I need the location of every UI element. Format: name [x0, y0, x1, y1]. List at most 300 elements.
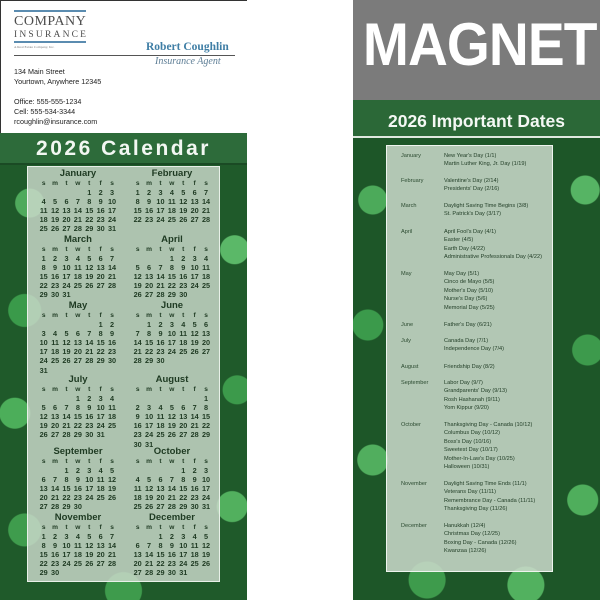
day-cell: 21	[107, 550, 117, 560]
day-cell: 29	[62, 502, 71, 512]
day-cell: 27	[51, 430, 60, 440]
weekday-label: s	[110, 524, 114, 531]
weekday-label: f	[99, 180, 102, 187]
day-cell: 23	[190, 493, 199, 503]
day-cell: 26	[51, 224, 60, 234]
day-cell: 9	[147, 197, 152, 207]
weekday-label: s	[204, 458, 208, 465]
day-cell: 16	[190, 484, 199, 494]
day-cell: 16	[51, 550, 60, 560]
dates-event: Yom Kippur (9/20)	[444, 405, 489, 412]
day-cell: 29	[39, 568, 48, 578]
day-cell: 19	[179, 206, 188, 216]
weekday-label: t	[159, 524, 162, 531]
weekday-label: w	[169, 458, 175, 465]
calendar-panel	[27, 166, 220, 582]
day-cell: 5	[53, 197, 58, 207]
day-cell: 17	[145, 421, 154, 431]
day-cell: 8	[64, 475, 69, 485]
day-cell: 12	[62, 338, 71, 348]
day-cell: 17	[201, 484, 211, 494]
dates-event: Rosh Hashanah (9/11)	[444, 396, 500, 403]
empty-cell	[155, 466, 166, 475]
weekday-label: f	[193, 524, 196, 531]
day-cell: 23	[167, 559, 176, 569]
weekday-label: t	[182, 246, 185, 253]
dates-event: Valentine's Day (2/14)	[444, 178, 499, 184]
weekday-label: s	[135, 386, 140, 393]
day-cell: 16	[85, 412, 94, 422]
empty-cell	[132, 394, 143, 403]
day-cell: 26	[85, 281, 94, 291]
day-cell: 12	[107, 475, 117, 485]
weekday-label: f	[99, 386, 102, 393]
day-cell: 20	[133, 559, 142, 569]
day-cell: 29	[85, 224, 94, 234]
day-cell: 8	[75, 403, 80, 413]
weekday-label: t	[65, 180, 68, 187]
day-cell: 10	[145, 412, 154, 422]
day-cell: 8	[135, 197, 140, 207]
day-cell: 10	[201, 475, 211, 485]
day-cell: 28	[51, 502, 60, 512]
day-cell: 27	[39, 502, 48, 512]
day-cell: 8	[204, 403, 209, 413]
day-cell: 3	[169, 320, 174, 330]
day-cell: 6	[98, 254, 103, 264]
dates-event: Martin Luther King, Jr. Day (1/19)	[444, 161, 527, 168]
day-cell: 13	[179, 412, 188, 422]
day-cell: 17	[39, 347, 48, 357]
day-cell: 20	[96, 272, 105, 282]
address-block	[14, 67, 101, 87]
day-cell: 24	[145, 430, 154, 440]
company-logo	[14, 10, 89, 50]
day-cell: 13	[156, 484, 165, 494]
day-cell: 20	[201, 338, 211, 348]
weekday-label: w	[75, 386, 81, 393]
weekday-label: s	[110, 386, 114, 393]
day-cell: 18	[96, 484, 105, 494]
month-name: September	[53, 446, 103, 457]
day-cell: 14	[73, 206, 82, 216]
weekday-label: t	[88, 524, 91, 531]
day-cell: 28	[201, 215, 211, 225]
day-cell: 20	[39, 493, 48, 503]
day-cell: 5	[204, 532, 209, 542]
day-cell: 15	[156, 550, 165, 560]
weekday-label: m	[52, 180, 59, 187]
day-cell: 20	[156, 493, 165, 503]
month-march	[38, 235, 118, 300]
month-name: August	[155, 374, 189, 385]
dates-event: Kwanzaa (12/26)	[444, 548, 487, 555]
logo-company: COMPANY	[14, 14, 87, 29]
day-cell: 23	[51, 281, 60, 291]
empty-cell	[49, 188, 60, 197]
day-cell: 30	[85, 430, 94, 440]
weekday-label: f	[99, 524, 102, 531]
day-cell: 27	[62, 224, 71, 234]
day-cell: 1	[87, 188, 92, 198]
empty-cell	[178, 394, 189, 403]
day-cell: 15	[133, 206, 142, 216]
day-cell: 12	[39, 412, 48, 422]
dates-month-label: June	[401, 322, 414, 328]
weekday-label: t	[65, 312, 68, 319]
weekday-label: t	[182, 180, 185, 187]
weekday-label: w	[169, 312, 175, 319]
dates-event: Thanksgiving Day - Canada (10/12)	[444, 422, 533, 428]
day-cell: 5	[147, 475, 152, 485]
dates-event: Administrative Professionals Day (4/22)	[444, 254, 542, 261]
day-cell: 5	[135, 263, 140, 273]
day-cell: 11	[168, 197, 176, 207]
day-cell: 10	[62, 263, 71, 273]
day-cell: 8	[147, 329, 152, 339]
day-cell: 8	[41, 541, 46, 551]
day-cell: 9	[169, 541, 174, 551]
day-cell: 27	[133, 568, 142, 578]
day-cell: 30	[156, 356, 165, 366]
day-cell: 28	[133, 356, 142, 366]
day-cell: 19	[201, 550, 211, 560]
weekday-label: w	[169, 180, 175, 187]
weekday-label: t	[182, 524, 185, 531]
day-cell: 12	[167, 412, 176, 422]
day-cell: 29	[73, 430, 82, 440]
agent-title: Insurance Agent	[155, 56, 221, 67]
day-cell: 27	[179, 430, 188, 440]
day-cell: 23	[107, 347, 117, 357]
day-cell: 24	[179, 559, 188, 569]
day-cell: 14	[62, 412, 71, 422]
dates-event: Halloween (10/31)	[444, 464, 490, 471]
weekday-label: s	[41, 524, 46, 531]
month-name: June	[160, 300, 184, 311]
weekday-label: s	[135, 524, 140, 531]
weekday-label: w	[75, 312, 81, 319]
day-cell: 13	[145, 272, 154, 282]
weekday-label: t	[65, 246, 68, 253]
day-cell: 17	[85, 484, 94, 494]
day-cell: 1	[98, 320, 103, 330]
calendar-card	[0, 0, 247, 600]
day-cell: 5	[192, 320, 197, 330]
day-cell: 22	[133, 215, 142, 225]
calendar-title: 2026 Calendar	[0, 133, 247, 165]
dates-event: Columbus Day (10/12)	[444, 430, 500, 437]
weekday-label: f	[193, 458, 196, 465]
day-cell: 7	[192, 403, 197, 413]
weekday-label: t	[88, 180, 91, 187]
day-cell: 25	[96, 493, 105, 503]
day-cell: 11	[108, 403, 116, 413]
day-cell: 21	[73, 215, 82, 225]
day-cell: 13	[62, 206, 71, 216]
day-cell: 5	[87, 532, 92, 542]
empty-cell	[38, 188, 49, 197]
empty-cell	[38, 466, 49, 475]
weekday-label: s	[41, 458, 46, 465]
day-cell: 31	[179, 568, 188, 578]
day-cell: 6	[204, 320, 209, 330]
day-grid	[132, 457, 212, 512]
day-cell: 14	[190, 412, 199, 422]
day-cell: 23	[85, 421, 94, 431]
weekday-label: s	[135, 180, 140, 187]
day-cell: 14	[51, 484, 60, 494]
day-cell: 31	[201, 502, 211, 512]
magnet-label: MAGNET	[362, 11, 597, 78]
month-june	[132, 301, 212, 366]
day-cell: 4	[110, 394, 115, 404]
day-cell: 22	[39, 559, 48, 569]
day-cell: 1	[135, 188, 140, 198]
empty-cell	[49, 394, 60, 403]
day-cell: 19	[190, 338, 199, 348]
day-cell: 28	[73, 224, 82, 234]
day-cell: 21	[167, 493, 176, 503]
logo-insurance: INSURANCE	[14, 30, 89, 40]
day-cell: 22	[179, 493, 188, 503]
day-cell: 17	[167, 338, 176, 348]
day-cell: 11	[74, 541, 82, 551]
day-cell: 18	[73, 272, 82, 282]
weekday-label: s	[204, 386, 208, 393]
weekday-label: m	[146, 386, 153, 393]
day-cell: 29	[145, 356, 154, 366]
month-august	[132, 375, 212, 449]
day-cell: 18	[73, 550, 82, 560]
day-cell: 15	[39, 550, 48, 560]
day-cell: 2	[135, 403, 140, 413]
dates-month-label: November	[401, 481, 427, 487]
dates-event: Father's Day (6/21)	[444, 322, 492, 328]
day-cell: 5	[64, 329, 69, 339]
weekday-label: m	[52, 246, 59, 253]
day-cell: 7	[169, 475, 174, 485]
month-december	[132, 513, 212, 578]
day-cell: 25	[39, 224, 48, 234]
weekday-label: s	[204, 524, 208, 531]
day-grid	[38, 245, 118, 300]
day-cell: 14	[133, 338, 142, 348]
day-cell: 18	[201, 272, 211, 282]
month-january	[38, 169, 118, 234]
empty-cell	[155, 394, 166, 403]
empty-cell	[61, 188, 72, 197]
day-cell: 12	[85, 263, 94, 273]
day-cell: 3	[204, 466, 209, 476]
weekday-label: s	[110, 246, 114, 253]
weekday-label: m	[146, 458, 153, 465]
day-cell: 30	[179, 290, 188, 300]
empty-cell	[132, 254, 143, 263]
day-grid	[38, 311, 118, 375]
day-cell: 19	[51, 215, 60, 225]
month-name: November	[54, 512, 102, 523]
dates-month-label: January	[401, 153, 421, 159]
day-cell: 20	[73, 347, 82, 357]
day-cell: 9	[53, 263, 58, 273]
dates-event: Boss's Day (10/16)	[444, 438, 492, 445]
day-cell: 6	[147, 263, 152, 273]
day-cell: 31	[39, 365, 48, 375]
day-cell: 22	[39, 281, 48, 291]
day-cell: 6	[192, 188, 197, 198]
weekday-label: s	[135, 246, 140, 253]
day-cell: 31	[62, 290, 71, 300]
month-october	[132, 447, 212, 512]
dates-event-list	[444, 321, 492, 329]
weekday-label: w	[75, 458, 81, 465]
dates-event-list	[444, 228, 542, 262]
day-cell: 24	[85, 493, 94, 503]
day-cell: 21	[85, 347, 94, 357]
day-cell: 7	[158, 263, 163, 273]
weekday-label: t	[159, 180, 162, 187]
day-cell: 22	[96, 347, 105, 357]
month-name: December	[149, 512, 195, 523]
day-cell: 10	[179, 541, 188, 551]
empty-cell	[189, 394, 200, 403]
dates-event: Mother-In-Law's Day (10/25)	[444, 455, 515, 462]
weekday-label: f	[193, 246, 196, 253]
day-cell: 24	[39, 356, 48, 366]
day-cell: 15	[167, 272, 176, 282]
weekday-label: f	[193, 312, 196, 319]
day-cell: 16	[96, 206, 105, 216]
day-cell: 21	[133, 347, 142, 357]
day-cell: 26	[85, 559, 94, 569]
day-cell: 6	[53, 403, 58, 413]
day-cell: 14	[107, 541, 117, 551]
day-grid	[38, 385, 118, 440]
cell-phone: Cell: 555-534-3344	[14, 107, 76, 116]
day-cell: 14	[156, 272, 165, 282]
dates-event: Christmas Day (12/25)	[444, 531, 500, 538]
weekday-label: t	[182, 312, 185, 319]
day-cell: 26	[201, 559, 211, 569]
day-cell: 4	[158, 403, 163, 413]
day-cell: 16	[133, 421, 142, 431]
day-cell: 6	[158, 475, 163, 485]
day-cell: 9	[53, 541, 58, 551]
day-cell: 1	[64, 466, 69, 476]
day-cell: 18	[51, 347, 60, 357]
day-cell: 5	[110, 466, 115, 476]
day-cell: 4	[75, 254, 80, 264]
contact-block	[14, 97, 97, 127]
empty-cell	[143, 254, 154, 263]
day-cell: 27	[96, 281, 105, 291]
day-cell: 28	[156, 290, 165, 300]
weekday-label: w	[75, 246, 81, 253]
day-grid	[132, 385, 212, 449]
day-cell: 4	[192, 532, 197, 542]
day-cell: 10	[96, 403, 105, 413]
day-cell: 27	[73, 356, 82, 366]
day-cell: 14	[85, 338, 94, 348]
dates-event: Presidents' Day (2/16)	[444, 186, 500, 193]
day-cell: 7	[204, 188, 209, 198]
day-cell: 18	[179, 338, 188, 348]
day-cell: 7	[110, 254, 115, 264]
dates-event: Grandparents' Day (9/13)	[444, 388, 507, 395]
day-cell: 10	[62, 541, 71, 551]
weekday-label: t	[159, 386, 162, 393]
day-cell: 17	[179, 550, 188, 560]
day-cell: 5	[169, 403, 174, 413]
day-cell: 9	[110, 329, 115, 339]
day-cell: 26	[39, 430, 48, 440]
day-cell: 21	[156, 281, 165, 291]
day-cell: 16	[51, 272, 60, 282]
day-cell: 23	[51, 559, 60, 569]
address-line-2: Yourtown, Anywhere 12345	[14, 77, 102, 86]
day-cell: 9	[75, 475, 80, 485]
day-cell: 28	[107, 281, 117, 291]
day-cell: 31	[107, 224, 117, 234]
day-cell: 28	[145, 568, 154, 578]
day-cell: 2	[147, 188, 152, 198]
day-cell: 21	[107, 272, 117, 282]
dates-event: Mother's Day (5/10)	[444, 287, 493, 294]
day-cell: 4	[169, 188, 174, 198]
day-cell: 3	[41, 329, 46, 339]
day-cell: 4	[98, 466, 103, 476]
day-cell: 11	[179, 329, 188, 339]
weekday-label: m	[52, 458, 59, 465]
day-cell: 11	[39, 206, 48, 216]
day-cell: 7	[75, 197, 80, 207]
empty-cell	[72, 320, 83, 329]
day-cell: 18	[167, 206, 176, 216]
day-cell: 25	[201, 281, 211, 291]
day-cell: 10	[85, 475, 94, 485]
dates-event-list	[444, 522, 516, 556]
day-cell: 25	[107, 421, 117, 431]
day-cell: 2	[87, 394, 92, 404]
day-cell: 12	[179, 197, 188, 207]
day-cell: 17	[107, 206, 117, 216]
day-cell: 31	[145, 439, 154, 449]
day-cell: 18	[107, 412, 117, 422]
dates-event-list	[444, 363, 495, 371]
day-cell: 8	[41, 263, 46, 273]
day-cell: 25	[51, 356, 60, 366]
month-name: February	[151, 168, 193, 179]
day-cell: 22	[201, 421, 211, 431]
day-cell: 13	[190, 197, 199, 207]
day-cell: 20	[179, 421, 188, 431]
day-cell: 11	[202, 263, 210, 273]
empty-cell	[61, 394, 72, 403]
empty-cell	[49, 320, 60, 329]
day-cell: 25	[167, 215, 176, 225]
day-cell: 21	[201, 206, 211, 216]
day-cell: 27	[96, 559, 105, 569]
day-cell: 19	[107, 484, 117, 494]
day-cell: 15	[62, 484, 71, 494]
day-cell: 2	[53, 532, 58, 542]
day-cell: 11	[74, 263, 82, 273]
dates-event: Daylight Saving Time Ends (11/1)	[444, 481, 527, 487]
day-cell: 20	[51, 421, 60, 431]
weekday-label: f	[99, 458, 102, 465]
day-cell: 30	[73, 502, 82, 512]
